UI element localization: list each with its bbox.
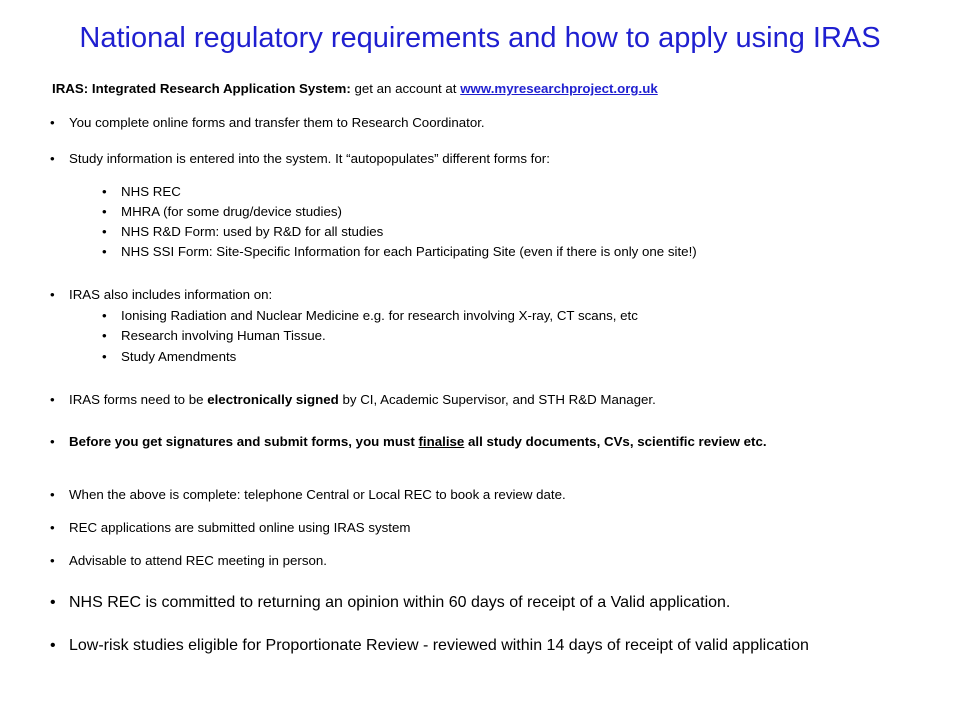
bullet-dot: •	[50, 151, 55, 166]
bullet-dot: •	[50, 637, 56, 654]
bullet-text: Low-risk studies eligible for Proportionate Review - reviewed within 14 days of receipt of valid application	[69, 637, 809, 654]
signed-bold: electronically signed	[207, 392, 339, 407]
intro-text: get an account at	[354, 81, 457, 96]
bullet-text: NHS SSI Form: Site-Specific Information for each Participating Site (even if there is only one site!)	[121, 244, 697, 259]
bullet-text: NHS REC is committed to returning an opinion within 60 days of receipt of a Valid application.	[69, 594, 731, 611]
intro-line	[52, 81, 658, 96]
bullet-dot: •	[50, 115, 55, 130]
iras-link[interactable]: www.myresearchproject.org.uk	[460, 81, 658, 96]
bullet-dot: •	[50, 487, 55, 502]
bullet-text: Ionising Radiation and Nuclear Medicine e.g. for research involving X-ray, CT scans, etc	[121, 308, 638, 323]
bullet-text: NHS R&D Form: used by R&D for all studies	[121, 224, 384, 239]
bullet-dot: •	[50, 434, 55, 449]
bullet-text: Study information is entered into the system. It “autopopulates” different forms for:	[69, 151, 550, 166]
bullet-text	[69, 390, 656, 409]
bullet-dot: •	[50, 594, 56, 611]
bullet-dot: •	[50, 392, 55, 407]
bullet-dot: •	[50, 520, 55, 535]
signed-pre: IRAS forms need to be	[69, 392, 204, 407]
bullet-text: MHRA (for some drug/device studies)	[121, 204, 342, 219]
bullet-text: NHS REC	[121, 184, 181, 199]
bullet-text: Study Amendments	[121, 349, 237, 364]
bullet-dot: •	[102, 244, 107, 259]
bullet-text: When the above is complete: telephone Central or Local REC to book a review date.	[69, 487, 566, 502]
bullet-dot: •	[102, 224, 107, 239]
bullet-dot: •	[102, 184, 107, 199]
finalise-post: all study documents, CVs, scientific review etc.	[468, 434, 767, 449]
slide-title: National regulatory requirements and how to apply using IRAS	[79, 22, 881, 54]
bullet-text: IRAS also includes information on:	[69, 287, 273, 302]
bullet-text	[69, 432, 899, 451]
intro-label: IRAS: Integrated Research Application System:	[52, 81, 351, 96]
bullet-text: REC applications are submitted online using IRAS system	[69, 520, 411, 535]
bullet-dot: •	[102, 349, 107, 364]
bullet-text: Research involving Human Tissue.	[121, 328, 326, 343]
bullet-text: You complete online forms and transfer them to Research Coordinator.	[69, 115, 485, 130]
finalise-pre: Before you get signatures and submit forms, you must	[69, 434, 415, 449]
bullet-dot: •	[102, 328, 107, 343]
bullet-dot: •	[102, 308, 107, 323]
bullet-dot: •	[50, 287, 55, 302]
signed-post: by CI, Academic Supervisor, and STH R&D Manager.	[342, 392, 656, 407]
finalise-underline: finalise	[418, 434, 465, 449]
bullet-dot: •	[102, 204, 107, 219]
bullet-text: Advisable to attend REC meeting in person.	[69, 553, 327, 568]
bullet-dot: •	[50, 553, 55, 568]
